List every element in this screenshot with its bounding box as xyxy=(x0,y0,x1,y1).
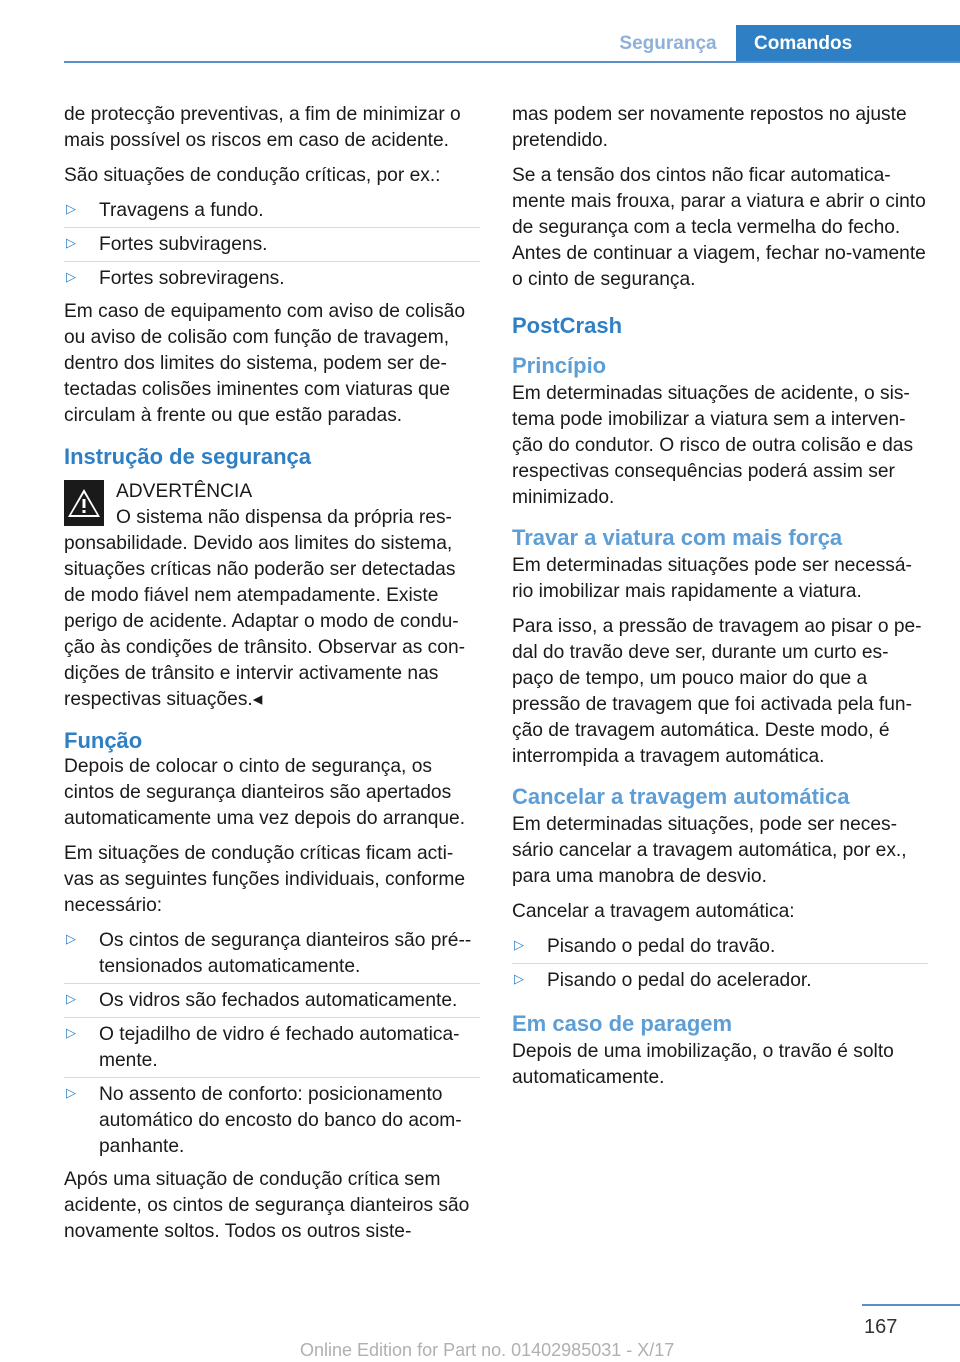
triangle-bullet-icon: ▷ xyxy=(66,1085,76,1100)
triangle-bullet-icon: ▷ xyxy=(514,971,524,986)
left-column xyxy=(64,102,480,1254)
right-column xyxy=(512,102,928,1100)
header-chapter-tab[interactable]: Comandos xyxy=(736,25,960,63)
warning-icon xyxy=(64,480,104,526)
paragraph: Cancelar a travagem automática: xyxy=(512,901,795,922)
paragraph: Depois de colocar o cinto de segurança, os cintos de segurança dianteiros são apertados automaticamente uma vez depois do arranque. xyxy=(64,756,466,829)
paragraph: de protecção preventivas, a fim de minimizar o mais possível os riscos em caso de acidente. xyxy=(64,104,461,151)
list-item: ▷ Os vidros são fechados automaticamente. xyxy=(64,983,480,1017)
list-item: ▷ Fortes subviragens. xyxy=(64,227,480,261)
section-heading: Instrução de segurança xyxy=(64,444,311,469)
page-number: 167 xyxy=(864,1316,898,1338)
list-item: ▷ Pisando o pedal do travão. xyxy=(512,934,928,963)
subsection-heading: Em caso de paragem xyxy=(512,1011,733,1036)
paragraph: São situações de condução críticas, por ex.: xyxy=(64,165,441,186)
section-heading: PostCrash xyxy=(512,313,623,338)
list-item: ▷ Fortes sobreviragens. xyxy=(64,261,480,295)
triangle-bullet-icon: ▷ xyxy=(514,937,524,952)
paragraph: Depois de uma imobilização, o travão é solto automaticamente. xyxy=(512,1041,894,1088)
footer-rule xyxy=(862,1304,960,1306)
triangle-bullet-icon: ▷ xyxy=(66,201,76,216)
warning-block xyxy=(64,479,480,713)
paragraph: mas podem ser novamente repostos no ajuste pretendido. xyxy=(512,104,907,151)
warning-text: ponsabilidade. Devido aos limites do sistema, situações críticas não poderão ser detectadas de modo fiável nem atempadamente. Existe perigo de acidente. Adaptar o modo de condu-ção às condições de trânsito. Observar as con-dições de trânsito e intervir activamente nas respectivas situações.◂ xyxy=(64,533,466,710)
subsection-heading: Princípio xyxy=(512,353,607,378)
page-header xyxy=(0,25,960,63)
paragraph: Para isso, a pressão de travagem ao pisar o pe-dal do travão deve ser, durante um curto es-paço de tempo, um pouco maior do que a pressão de travagem que foi activada pela fun-ção de travagem automática. Deste modo, é interrompida a travagem automática. xyxy=(512,616,922,767)
paragraph: Em determinadas situações pode ser necessá-rio imobilizar mais rapidamente a viatura. xyxy=(512,555,912,602)
section-heading: Função xyxy=(64,728,143,753)
subsection-heading: Cancelar a travagem automática xyxy=(512,784,850,809)
triangle-bullet-icon: ▷ xyxy=(66,931,76,946)
subsection-heading: Travar a viatura com mais força xyxy=(512,525,843,550)
list-item: ▷ Os cintos de segurança dianteiros são pré--tensionados automaticamente. xyxy=(64,928,480,983)
bullet-list xyxy=(64,928,480,1163)
header-rule xyxy=(64,61,960,63)
bullet-list xyxy=(512,934,928,997)
triangle-bullet-icon: ▷ xyxy=(66,991,76,1006)
paragraph: Se a tensão dos cintos não ficar automatica-mente mais frouxa, parar a viatura e abrir o cinto de segurança com a tecla vermelha do fecho. Antes de continuar a viagem, fechar no-vamente o cinto de segurança. xyxy=(512,165,926,290)
list-item: ▷ Travagens a fundo. xyxy=(64,198,480,227)
header-section-tab[interactable]: Segurança xyxy=(619,33,717,54)
edition-note: Online Edition for Part no. 01402985031 - X/17 xyxy=(300,1340,675,1360)
list-item: ▷ O tejadilho de vidro é fechado automatica-mente. xyxy=(64,1017,480,1077)
list-item: ▷ Pisando o pedal do acelerador. xyxy=(512,963,928,997)
paragraph: Após uma situação de condução crítica sem acidente, os cintos de segurança dianteiros são novamente soltos. Todos os outros siste- xyxy=(64,1169,470,1242)
bullet-list xyxy=(64,198,480,295)
triangle-bullet-icon: ▷ xyxy=(66,269,76,284)
list-item: ▷ No assento de conforto: posicionamento automático do encosto do banco do acom-panhante. xyxy=(64,1077,480,1163)
warning-text: O sistema não dispensa da própria res- xyxy=(116,507,452,528)
paragraph: Em determinadas situações, pode ser neces-sário cancelar a travagem automática, por ex., para uma manobra de desvio. xyxy=(512,814,907,887)
paragraph: Em caso de equipamento com aviso de colisão ou aviso de colisão com função de travagem, dentro dos limites do sistema, podem ser de-tectadas colisões iminentes com viaturas que circulam à frente ou que estão paradas. xyxy=(64,301,466,426)
warning-title: ADVERTÊNCIA xyxy=(116,481,253,502)
triangle-bullet-icon: ▷ xyxy=(66,1025,76,1040)
paragraph: Em situações de condução críticas ficam acti-vas as seguintes funções individuais, conforme necessário: xyxy=(64,843,466,916)
paragraph: Em determinadas situações de acidente, o sis-tema pode imobilizar a viatura sem a interven-ção do condutor. O risco de outra colisão e das respectivas consequências poderá assim ser minimizado. xyxy=(512,383,914,508)
triangle-bullet-icon: ▷ xyxy=(66,235,76,250)
